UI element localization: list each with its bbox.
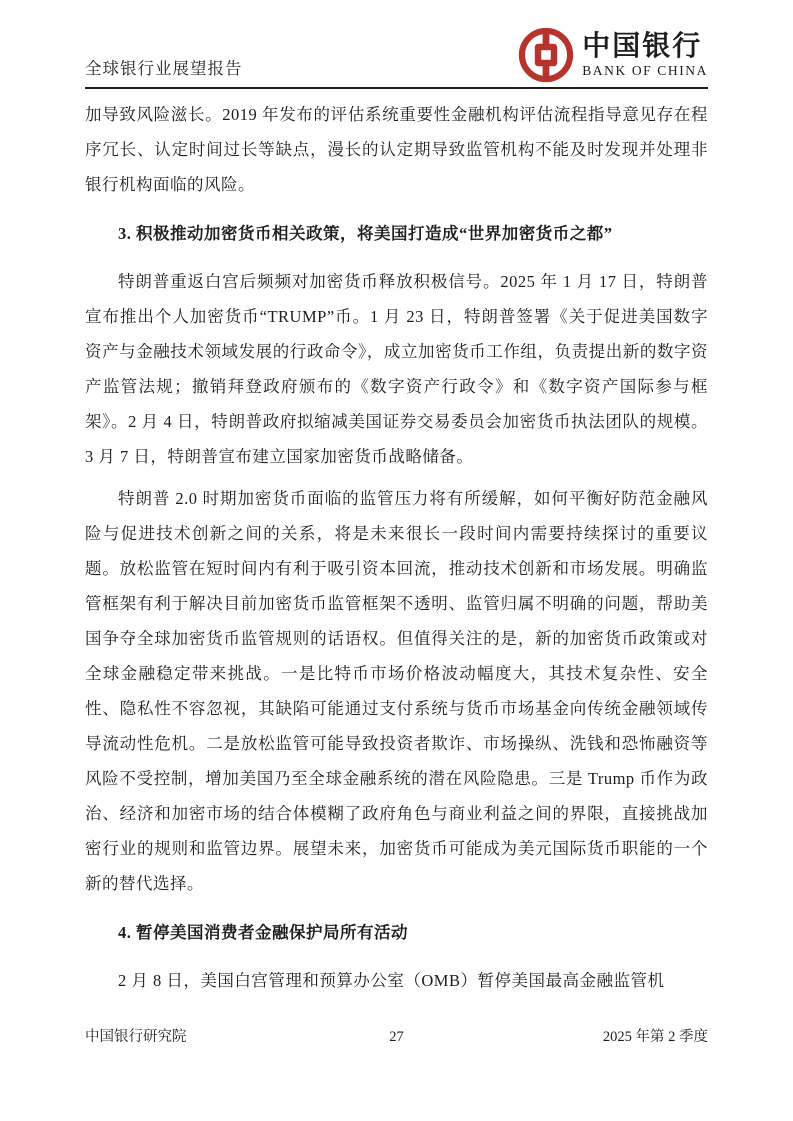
footer-page-number: 27 [389,1029,404,1045]
section-4-paragraph-1: 2 月 8 日，美国白宫管理和预算办公室（OMB）暂停美国最高金融监管机 [118,971,665,990]
page-header [85,0,708,89]
bank-of-china-coin-emblem-icon [518,27,574,83]
paragraph-continuation: 加导致风险滋长。2019 年发布的评估系统重要性金融机构评估流程指导意见存在程序冗长、认定时间过长等缺点，漫长的认定期导致监管机构不能及时发现并处理非银行机构面临的风险。 [85,105,708,194]
footer-edition: 2025 年第 2 季度 [602,1029,709,1045]
logo-name-english: BANK OF CHINA [582,62,708,78]
document-body [85,91,708,1005]
section-4-heading: 4. 暂停美国消费者金融保护局所有活动 [118,923,408,942]
section-3-heading: 3. 积极推动加密货币相关政策，将美国打造成“世界加密货币之都” [118,224,613,243]
section-3-paragraph-1: 特朗普重返白宫后频频对加密货币释放积极信号。2025 年 1 月 17 日，特朗普宣布推出个人加密货币“TRUMP”币。1 月 23 日，特朗普签署《关于促进美国数字资产与金融技术领域发展的行政命令》，成立加密货币工作组，负责提出新的数字资产监管法规；撤销拜登政府颁布的《数字资产行政令》和《数字资产国际参与框架》。2 月 4 日，特朗普政府拟缩减美国证券交易委员会加密货币执法团队的规模。3 月 7 日，特朗普宣布建立国家加密货币战略储备。 [85,272,708,466]
logo-name-chinese: 中国银行 [582,30,703,62]
footer-institute-name: 中国银行研究院 [85,1029,187,1045]
page-footer [85,1024,708,1050]
section-3-paragraph-2: 特朗普 2.0 时期加密货币面临的监管压力将有所缓解，如何平衡好防范金融风险与促进技术创新之间的关系，将是未来很长一段时间内需要持续探讨的重要议题。放松监管在短时间内有利于吸引资本回流，推动技术创新和市场发展。明确监管框架有利于解决目前加密货币监管框架不透明、监管归属不明确的问题，帮助美国争夺全球加密货币监管规则的话语权。但值得关注的是，新的加密货币政策或对全球金融稳定带来挑战。一是比特币市场价格波动幅度大，其技术复杂性、安全性、隐私性不容忽视，其缺陷可能通过支付系统与货币市场基金向传统金融领域传导流动性危机。二是放松监管可能导致投资者欺诈、市场操纵、洗钱和恐怖融资等风险不受控制，增加美国乃至全球金融系统的潜在风险隐患。三是 Trump 币作为政治、经济和加密市场的结合体模糊了政府角色与商业利益之间的界限，直接挑战加密行业的规则和监管边界。展望未来，加密货币可能成为美元国际货币职能的一个新的替代选择。 [85,489,708,893]
bank-of-china-logo [518,27,708,87]
logo-wordmark [582,30,708,78]
report-title: 全球银行业展望报告 [85,59,243,78]
